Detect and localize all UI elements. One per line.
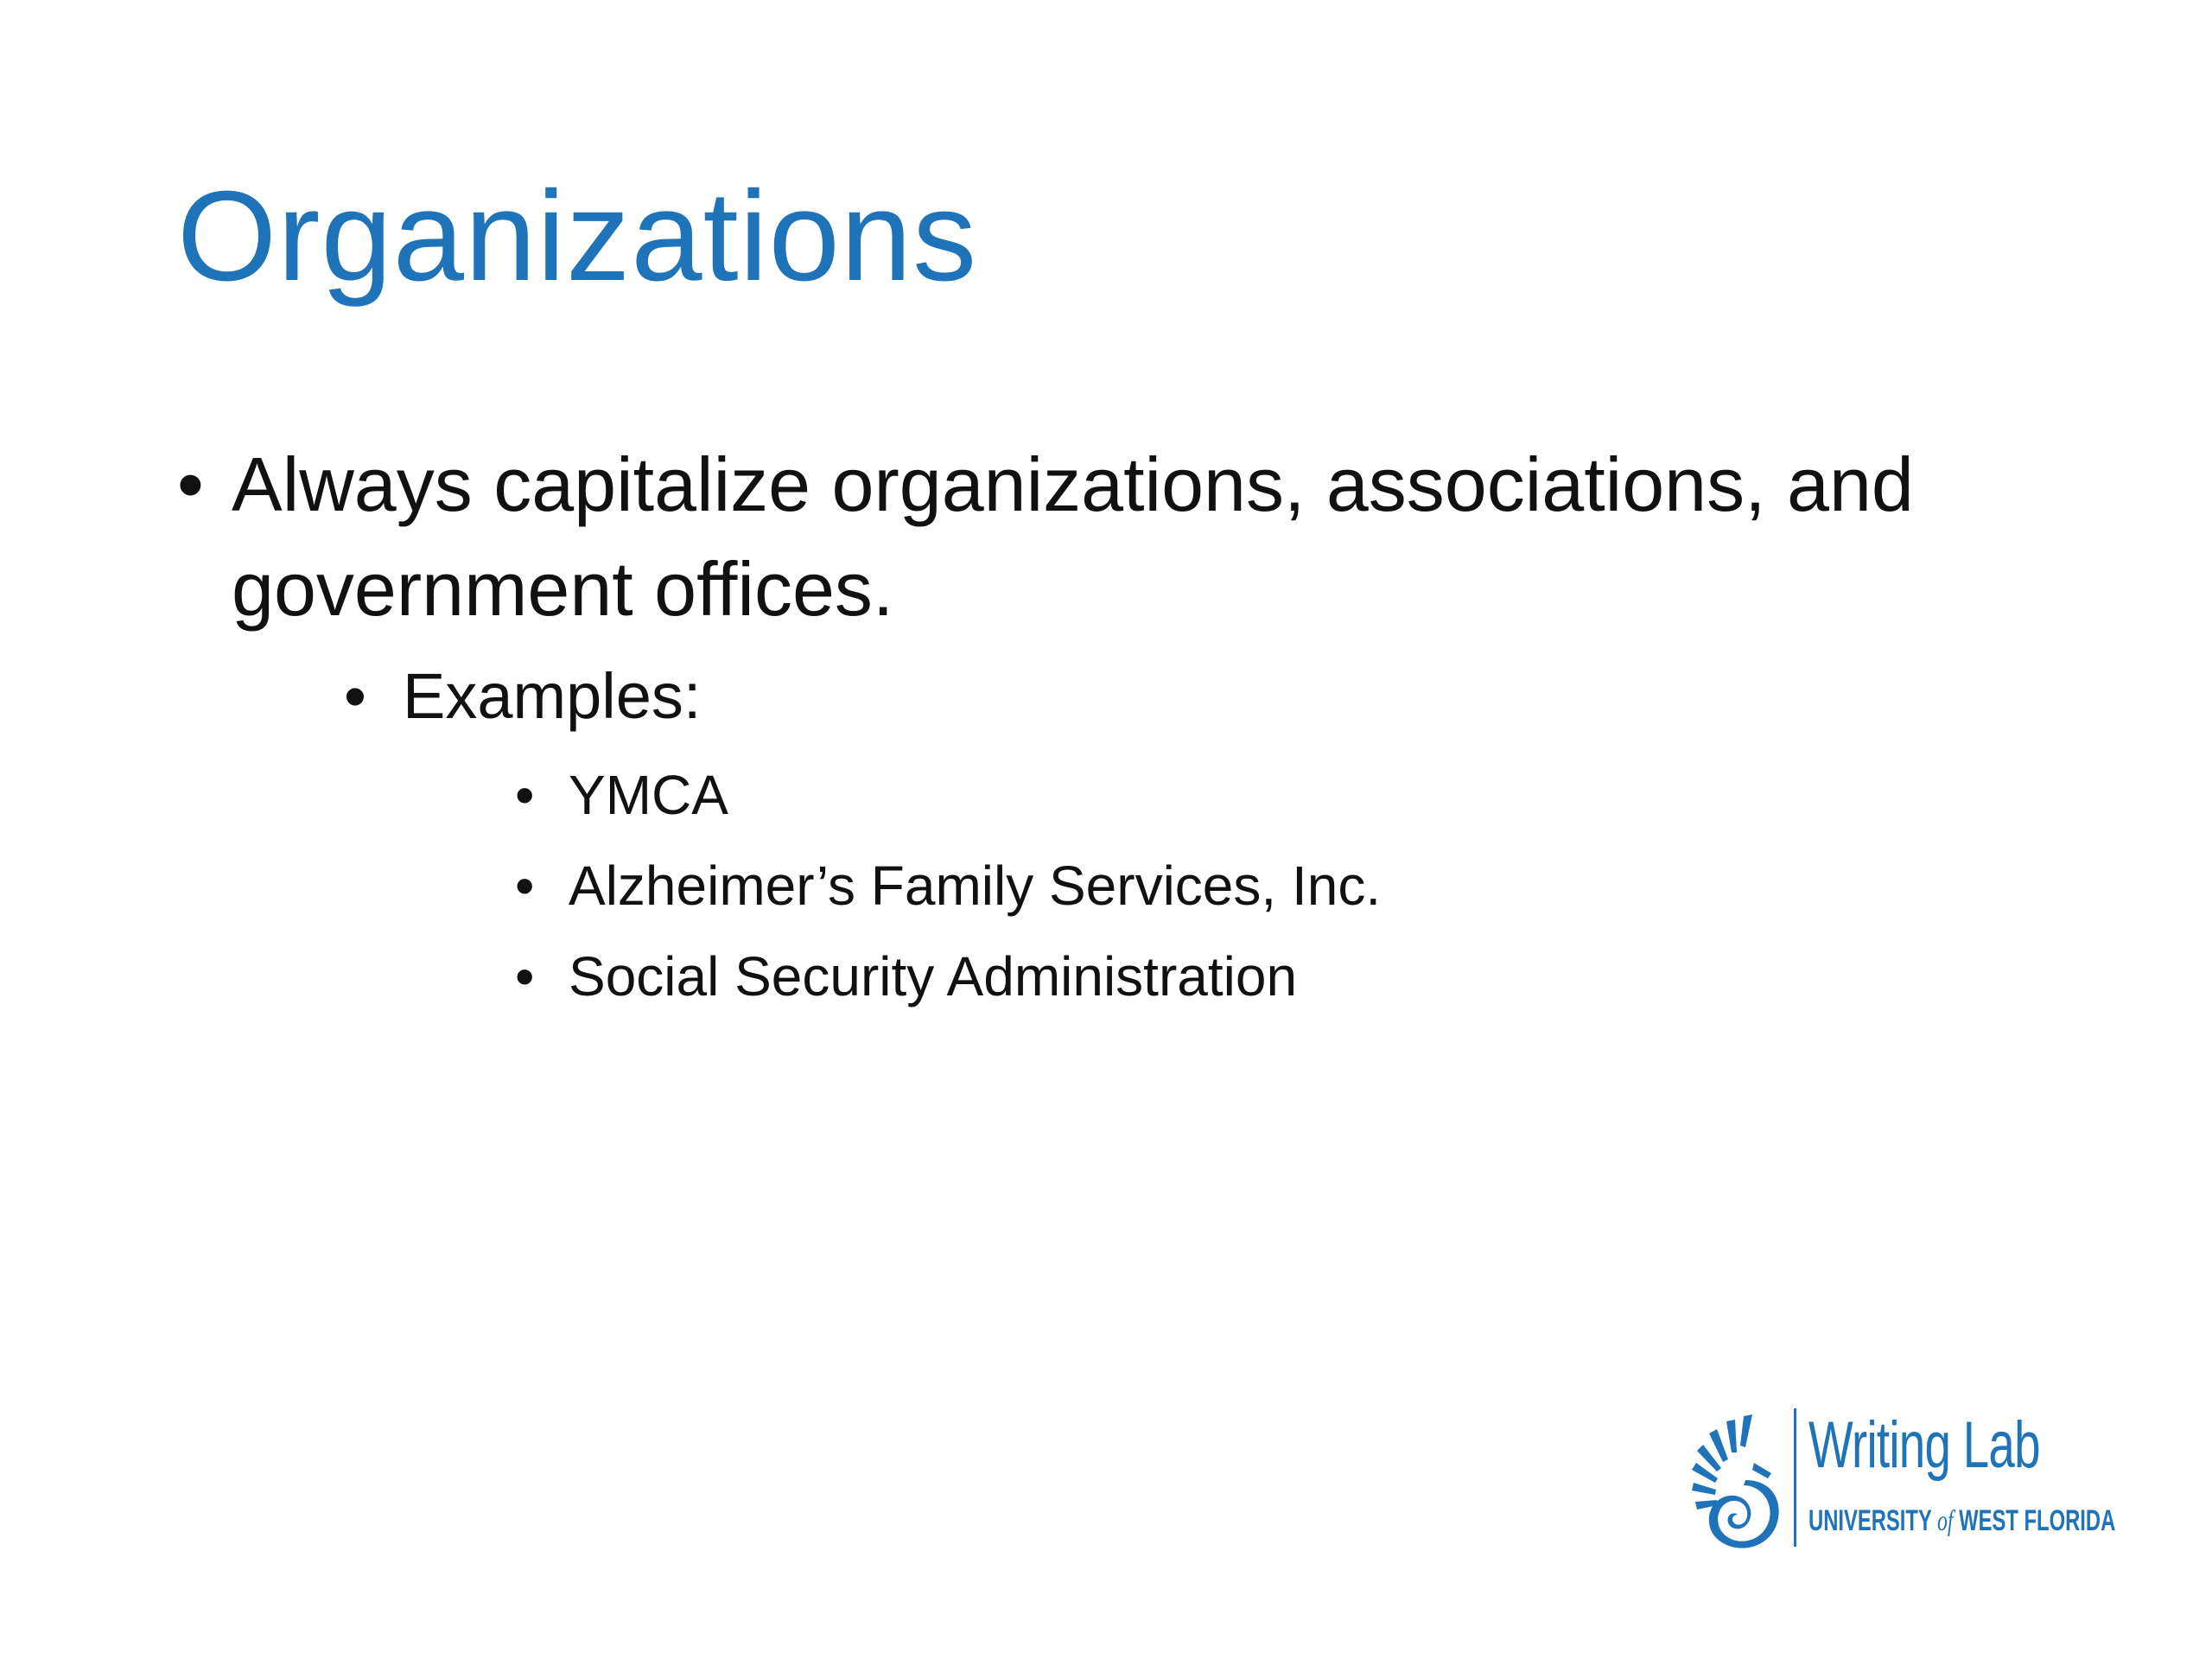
example-item [515,750,2035,841]
logo-sub-university: UNIVERSITY [1808,1504,1932,1537]
bullet-dot: • [515,855,535,917]
example-item-text: YMCA [569,764,728,826]
example-item [515,931,2035,1022]
logo-divider [1794,1408,1796,1547]
bullet-main-text: Always capitalize organizations, associations, and government offices. [232,442,1914,632]
bullet-dot: • [515,764,535,826]
nautilus-shell-icon [1692,1413,1787,1551]
logo-sub-of: of [1937,1505,1954,1537]
writing-lab-logo [1692,1404,2116,1555]
logo-name: Writing Lab [1808,1408,2040,1482]
bullet-sub-text: Examples: [403,660,702,732]
bullet-dot: • [177,442,204,527]
bullet-sub [344,653,2035,1022]
example-item-text: Alzheimer’s Family Services, Inc. [569,855,1382,917]
example-item-text: Social Security Administration [569,945,1298,1007]
bullet-dot: • [344,660,366,732]
bullet-dot: • [515,945,535,1007]
bullet-main [177,432,2035,1022]
example-item [515,841,2035,931]
example-list [403,750,2035,1022]
logo-sub-westflorida: WEST FLORIDA [1959,1504,2116,1537]
logo-subtitle [1808,1506,2115,1536]
sub-bullet-list [232,653,2035,1022]
bullet-list [177,432,2035,1022]
slide-title: Organizations [177,165,978,308]
